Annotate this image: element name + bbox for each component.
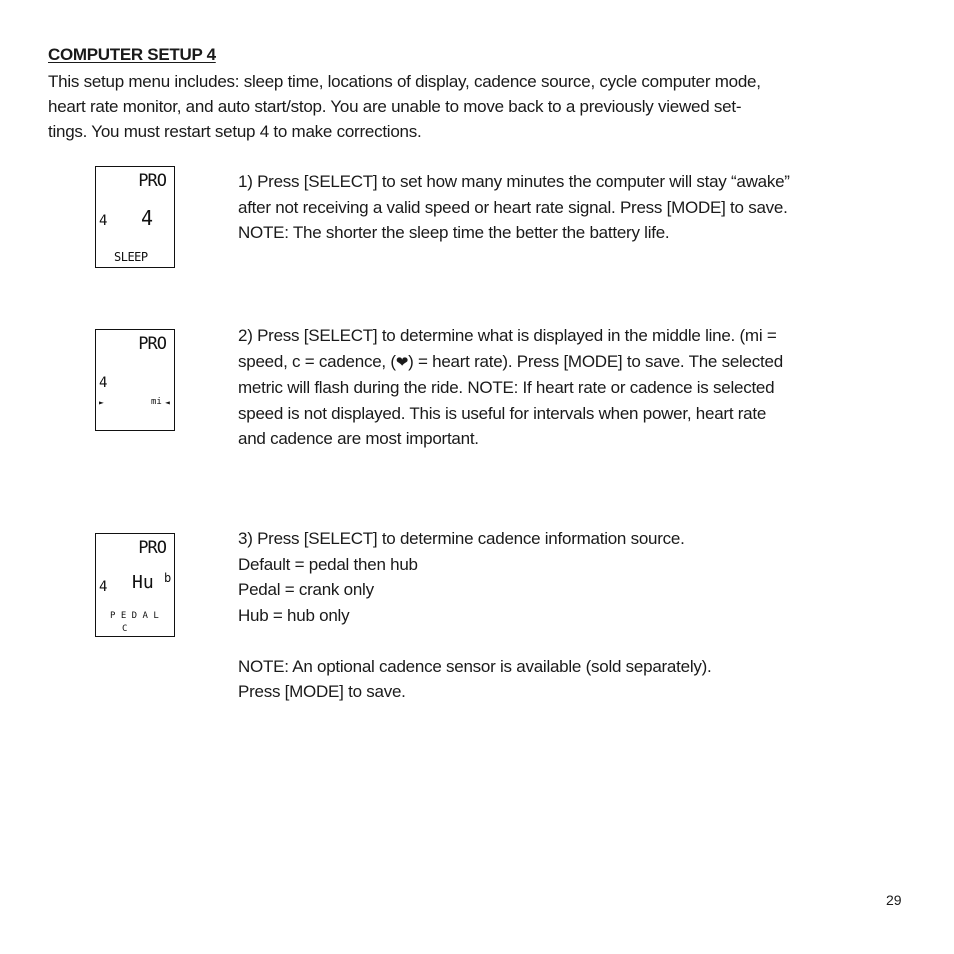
step-line: NOTE: An optional cadence sensor is available (sold separately). [238,656,712,676]
step-line: 2) Press [SELECT] to determine what is displayed in the middle line. (mi = [238,326,777,345]
intro-line: heart rate monitor, and auto start/stop. You are unable to move back to a previously viewed set- [48,97,742,116]
step-line: and cadence are most important. [238,429,479,448]
lcd-display-cadence [95,533,175,637]
step-line: NOTE: The shorter the sleep time the better the battery life. [238,223,670,242]
lcd-pro-label: PRO [138,171,166,191]
lcd-cadence-label: C [122,624,128,634]
left-marker-icon: ► [99,398,104,407]
right-marker-icon: ◄ [165,398,170,407]
lcd-pro-label: PRO [138,538,166,558]
step-line-with-heart [238,349,918,376]
lcd-pedal-label: P E D A L [110,611,159,621]
lcd-display-sleep [95,166,175,268]
lcd-pro-label: PRO [138,334,166,354]
lcd-left-digit: 4 [99,579,108,595]
step-line-part: speed, c = cadence, ( [238,351,396,371]
step-line: speed is not displayed. This is useful for intervals when power, heart rate [238,403,767,423]
step-line-part: ) = heart rate). Press [MODE] to save. The selected [408,351,783,371]
page-title: COMPUTER SETUP 4 [48,45,216,64]
step-line: Hub = hub only [238,605,350,625]
lcd-display-location [95,329,175,431]
lcd-left-digit: 4 [99,375,108,391]
step-line: Default = pedal then hub [238,554,418,574]
step-line: Pedal = crank only [238,580,374,599]
step-line: Press [MODE] to save. [238,682,406,701]
lcd-left-digit: 4 [99,213,108,229]
step-2-text [238,323,918,452]
step-line: after not receiving a valid speed or heart rate signal. Press [MODE] to save. [238,197,788,217]
step-line: 1) Press [SELECT] to set how many minutes the computer will stay “awake” [238,172,790,191]
step-line: metric will flash during the ride. NOTE: If heart rate or cadence is selected [238,378,775,397]
step-line: 3) Press [SELECT] to determine cadence information source. [238,529,685,548]
step-1-text [238,169,918,246]
step-3-text [238,526,918,705]
lcd-superscript-label: b [164,571,172,585]
lcd-middle-digit: 4 [141,206,154,230]
intro-line: This setup menu includes: sleep time, locations of display, cadence source, cycle computer mode, [48,72,761,91]
lcd-sleep-label: SLEEP [114,250,148,264]
intro-line: tings. You must restart setup 4 to make corrections. [48,122,422,141]
heart-icon: ❤ [395,353,409,371]
spacer [238,628,918,654]
page-number: 29 [886,892,902,908]
intro-paragraph [48,69,928,144]
lcd-mi-label: mi [151,397,162,407]
lcd-hub-label: Hu [132,572,154,593]
